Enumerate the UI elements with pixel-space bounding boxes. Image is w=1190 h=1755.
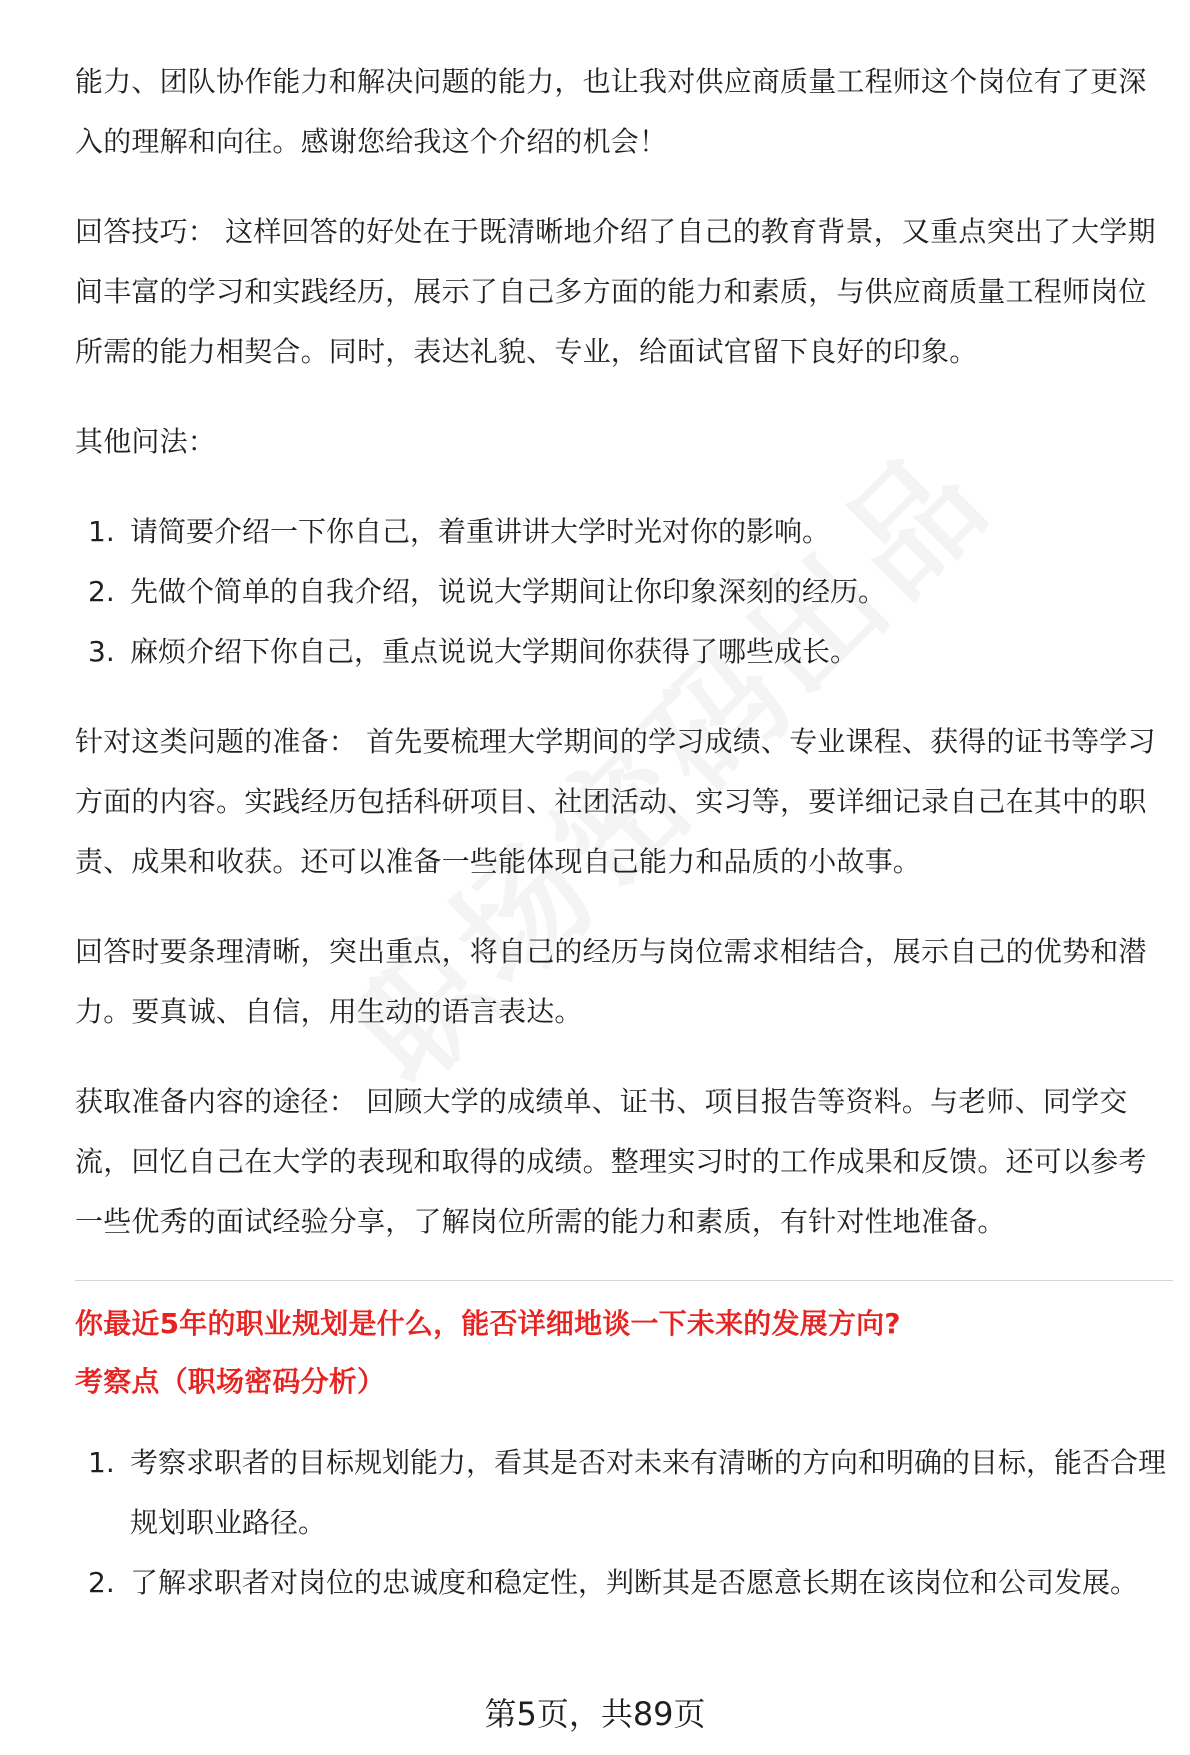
question-subtitle: 考察点（职场密码分析） <box>75 1365 386 1398</box>
paragraph-answer-tips: 回答技巧： 这样回答的好处在于既清晰地介绍了自己的教育背景，又重点突出了大学期间丰富的学习和实践经历，展示了自己多方面的能力和素质，与供应商质量工程师岗位所需的能力相契合。同时，表达礼貌、专业，给面试官留下良好的印象。 <box>75 215 1156 368</box>
list-item <box>75 562 1173 622</box>
assessment-points-list <box>75 1433 1173 1613</box>
page-number-footer: 第5页，共89页 <box>484 1695 706 1733</box>
paragraph-other-questions-heading: 其他问法： <box>75 425 217 458</box>
list-number: 1. <box>88 1446 115 1479</box>
list-text: 麻烦介绍下你自己，重点说说大学期间你获得了哪些成长。 <box>130 635 859 668</box>
section-divider <box>75 1280 1173 1281</box>
list-text: 请简要介绍一下你自己，着重讲讲大学时光对你的影响。 <box>130 515 831 548</box>
list-number: 2. <box>88 575 115 608</box>
paragraph-intro-end: 能力、团队协作能力和解决问题的能力，也让我对供应商质量工程师这个岗位有了更深入的理解和向往。感谢您给我这个介绍的机会！ <box>75 65 1147 158</box>
question-title: 你最近5年的职业规划是什么，能否详细地谈一下未来的发展方向? <box>75 1307 901 1340</box>
list-text: 了解求职者对岗位的忠诚度和稳定性，判断其是否愿意长期在该岗位和公司发展。 <box>130 1566 1139 1599</box>
list-item <box>75 1433 1173 1553</box>
list-item <box>75 502 1173 562</box>
list-number: 1. <box>88 515 115 548</box>
list-text: 考察求职者的目标规划能力，看其是否对未来有清晰的方向和明确的目标，能否合理规划职业路径。 <box>130 1446 1167 1539</box>
paragraph-preparation: 针对这类问题的准备： 首先要梳理大学期间的学习成绩、专业课程、获得的证书等学习方面的内容。实践经历包括科研项目、社团活动、实习等，要详细记录自己在其中的职责、成果和收获。还可以准备一些能体现自己能力和品质的小故事。 <box>75 725 1156 878</box>
paragraph-sources: 获取准备内容的途径： 回顾大学的成绩单、证书、项目报告等资料。与老师、同学交流，回忆自己在大学的表现和取得的成绩。整理实习时的工作成果和反馈。还可以参考一些优秀的面试经验分享，了解岗位所需的能力和素质，有针对性地准备。 <box>75 1085 1147 1238</box>
list-item <box>75 1553 1173 1613</box>
list-number: 2. <box>88 1566 115 1599</box>
paragraph-answer-approach: 回答时要条理清晰，突出重点，将自己的经历与岗位需求相结合，展示自己的优势和潜力。要真诚、自信，用生动的语言表达。 <box>75 935 1147 1028</box>
list-text: 先做个简单的自我介绍，说说大学期间让你印象深刻的经历。 <box>130 575 887 608</box>
page-content <box>75 52 1173 1643</box>
list-number: 3. <box>88 635 115 668</box>
list-item <box>75 622 1173 682</box>
other-questions-list <box>75 502 1173 682</box>
